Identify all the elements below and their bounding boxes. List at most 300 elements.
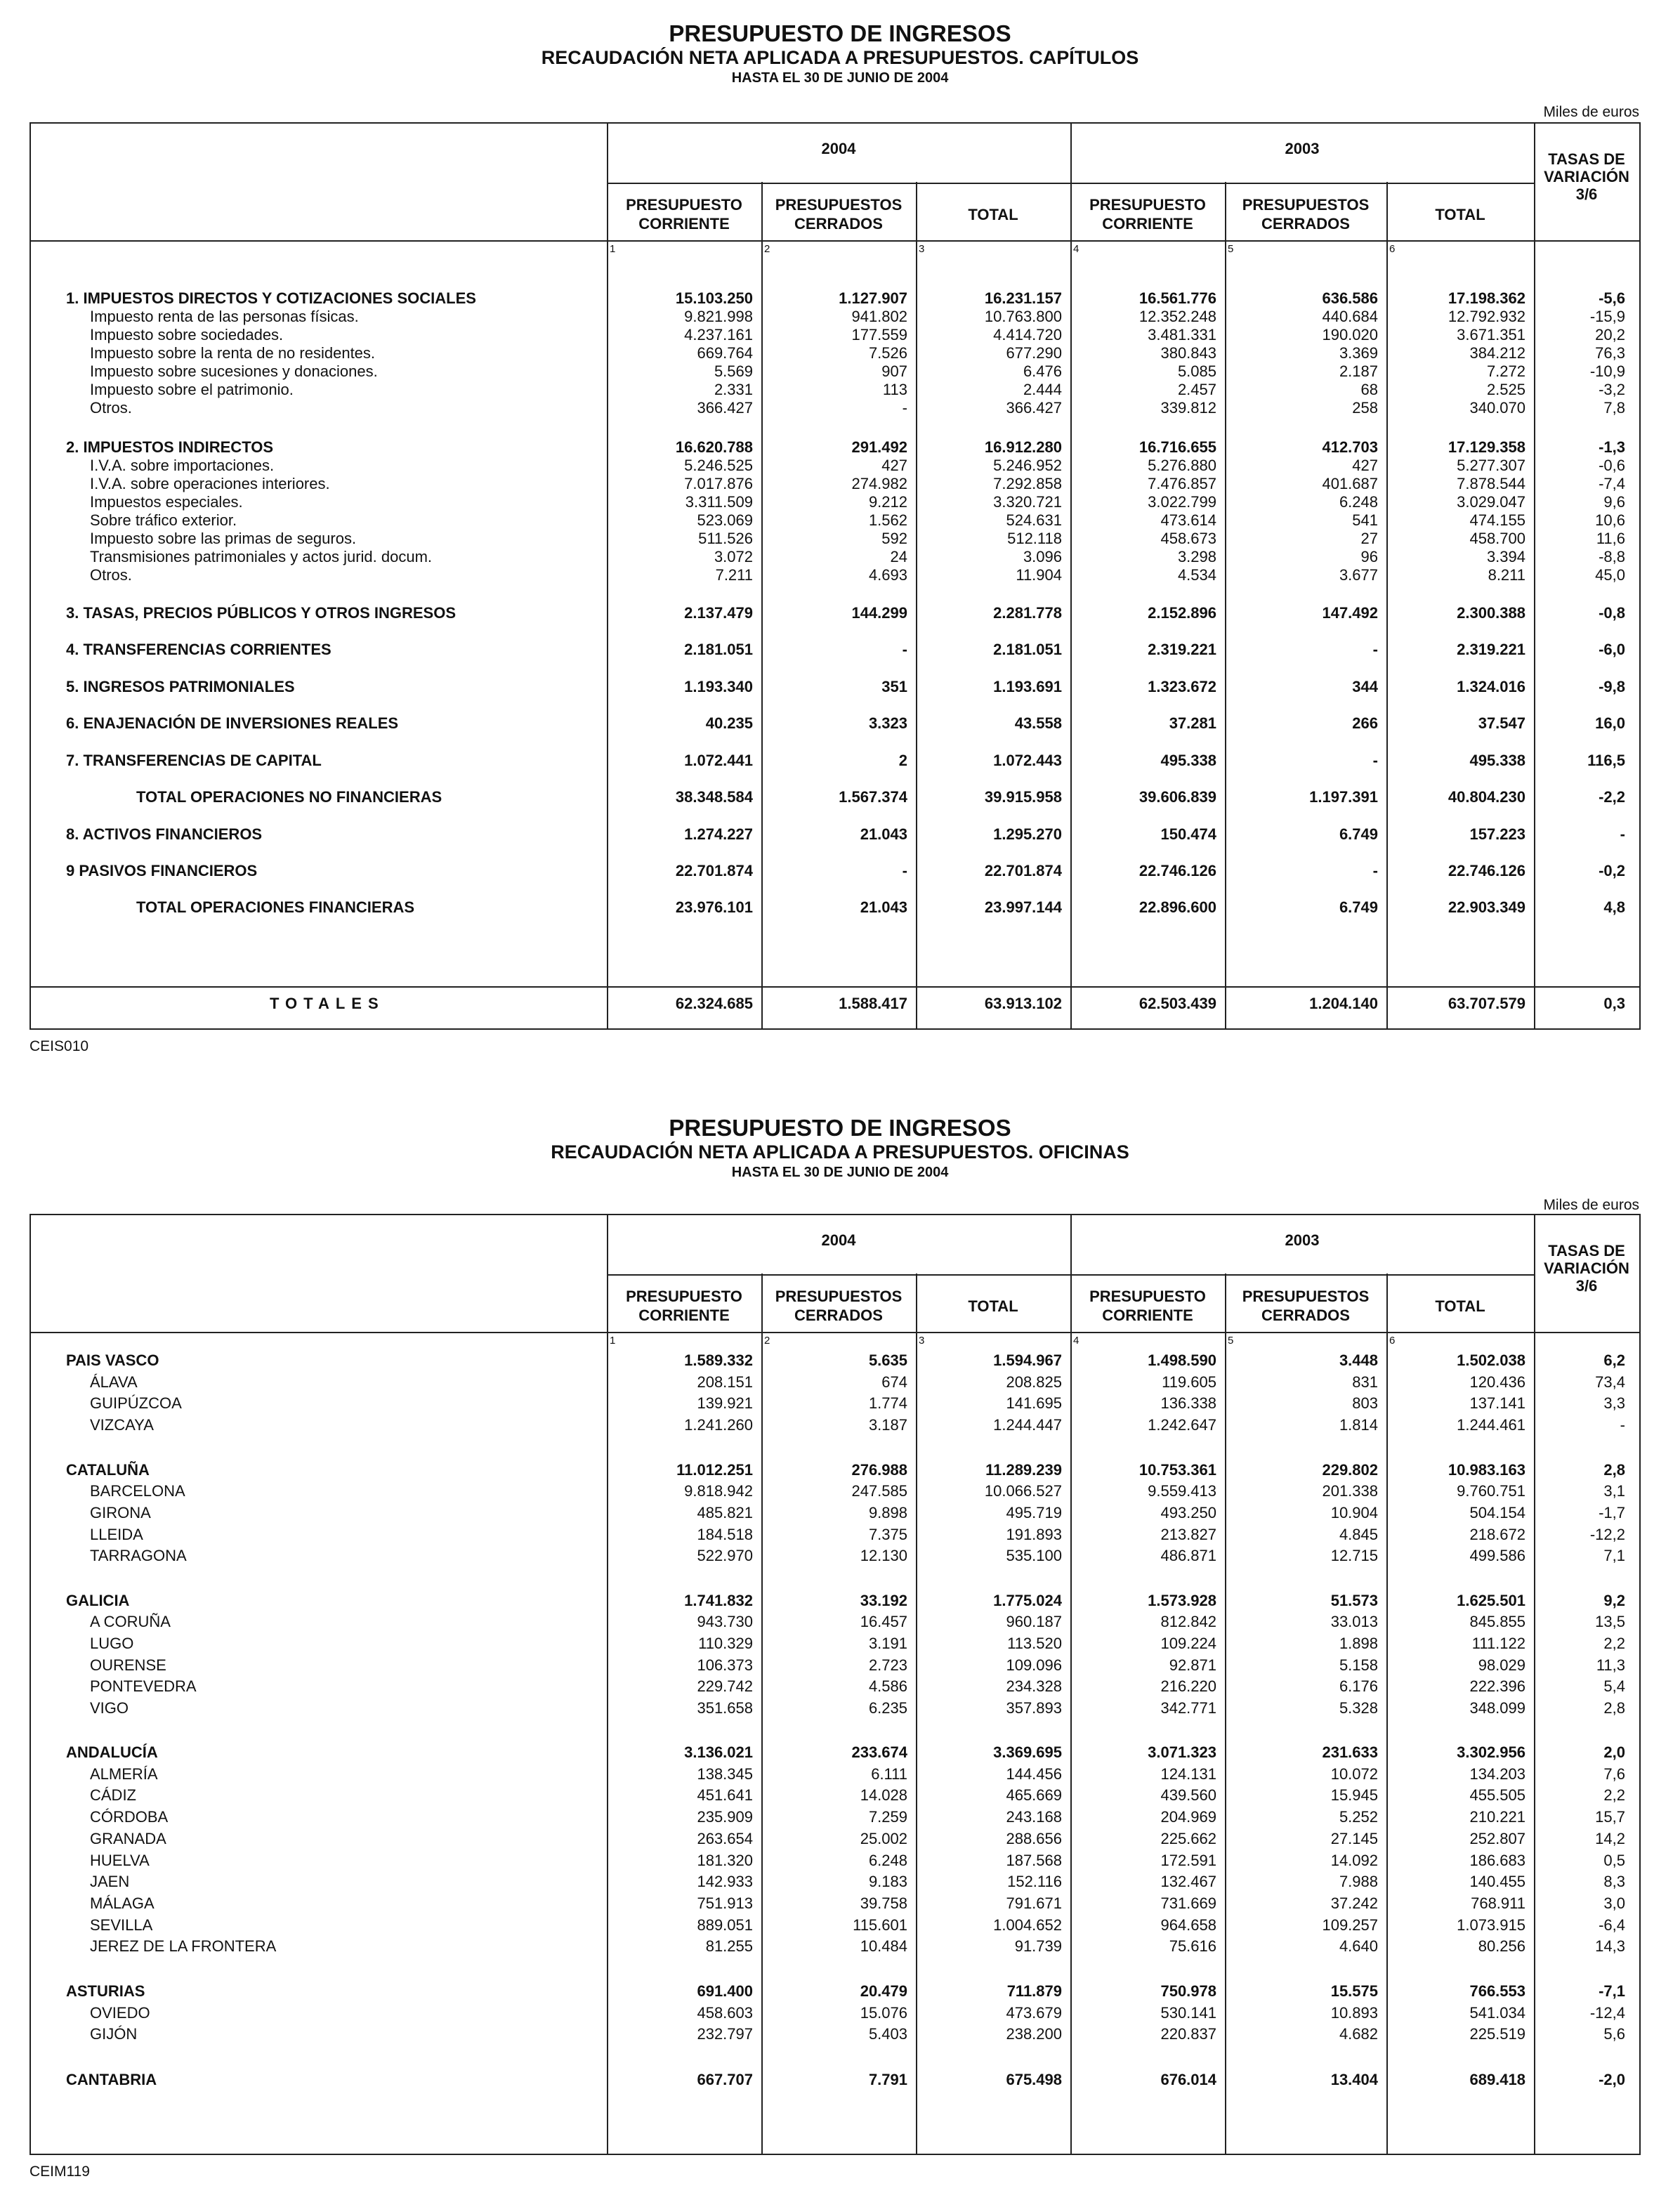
cell-value: 5.158: [1339, 1656, 1378, 1674]
row-label: GRANADA: [90, 1830, 166, 1847]
cell-value: 4.682: [1339, 2025, 1378, 2043]
cell-value: 109.224: [1160, 1635, 1216, 1652]
rate-header: TASAS DE VARIACIÓN 3/6: [1544, 1242, 1629, 1295]
totals-rule: [31, 986, 1639, 988]
cell-value: 6.248: [1339, 493, 1378, 511]
cell-value: 636.586: [1322, 289, 1378, 307]
cell-value: 5.276.880: [1148, 457, 1216, 474]
row-label: Impuesto sobre sucesiones y donaciones.: [90, 362, 378, 380]
row-label: Impuesto sobre la renta de no residentes.: [90, 344, 376, 362]
cell-value: -7,1: [1599, 1982, 1625, 2000]
cell-value: 3.311.509: [685, 493, 753, 511]
table-row: [31, 1547, 1639, 1565]
cell-value: 238.200: [1006, 2025, 1062, 2043]
cell-value: 17.129.358: [1448, 438, 1525, 456]
row-label: VIZCAYA: [90, 1416, 154, 1434]
cell-value: 218.672: [1469, 1526, 1525, 1543]
cell-value: 357.893: [1006, 1699, 1062, 1717]
cell-value: 3.394: [1486, 548, 1525, 565]
cell-value: 3.481.331: [1148, 326, 1216, 343]
cell-value: -2,2: [1599, 788, 1625, 806]
cell-value: 276.988: [851, 1461, 907, 1479]
cell-value: 258: [1352, 399, 1378, 417]
cell-value: 274.982: [851, 475, 907, 492]
cell-value: 455.505: [1469, 1786, 1525, 1804]
cell-value: 16.716.655: [1138, 438, 1216, 456]
column-number: 2: [764, 243, 770, 255]
cell-value: 37.242: [1330, 1894, 1378, 1912]
cell-value: 12.715: [1330, 1547, 1378, 1564]
cell-value: 1.274.227: [684, 825, 753, 843]
cell-value: 5.085: [1177, 362, 1216, 380]
rate-header: TASAS DE VARIACIÓN 3/6: [1544, 150, 1629, 203]
cell-value: 10.066.527: [984, 1482, 1062, 1500]
cell-value: 380.843: [1160, 344, 1216, 362]
row-label: GIRONA: [90, 1504, 151, 1521]
cell-value: 473.679: [1006, 2004, 1062, 2022]
cell-value: 458.673: [1160, 530, 1216, 547]
cell-value: 1.589.332: [684, 1351, 753, 1369]
cell-value: 38.348.584: [675, 788, 753, 806]
cell-value: -7,4: [1599, 475, 1625, 492]
cell-value: 2.331: [714, 381, 753, 398]
cell-value: 9.818.942: [684, 1482, 753, 1500]
cell-value: 22.701.874: [675, 862, 753, 879]
cell-value: -6,4: [1599, 1916, 1625, 1934]
cell-value: 138.345: [697, 1765, 753, 1783]
table-row: [31, 511, 1639, 530]
row-label: ALMERÍA: [90, 1765, 158, 1783]
cell-value: 144.299: [851, 604, 907, 622]
cell-value: 14.028: [860, 1786, 907, 1804]
cell-value: 9.212: [868, 493, 907, 511]
cell-value: 5.252: [1339, 1808, 1378, 1826]
cell-value: 10.893: [1330, 2004, 1378, 2022]
cell-value: 2,0: [1603, 1743, 1625, 1761]
table-row: [31, 344, 1639, 362]
cell-value: 9.183: [868, 1873, 907, 1890]
cell-value: 803: [1352, 1394, 1378, 1412]
column-header: PRESUPUESTOS CERRADOS: [775, 196, 903, 233]
cell-value: 495.338: [1160, 752, 1216, 769]
cell-value: 22.746.126: [1138, 862, 1216, 879]
row-label: I.V.A. sobre operaciones interiores.: [90, 475, 330, 492]
table-row: [31, 438, 1639, 457]
table-row: [31, 1743, 1639, 1762]
cell-value: 458.700: [1469, 530, 1525, 547]
cell-value: 10.072: [1330, 1765, 1378, 1783]
cell-value: 351.658: [697, 1699, 753, 1717]
row-label: 9 PASIVOS FINANCIEROS: [66, 862, 258, 879]
cell-value: 213.827: [1160, 1526, 1216, 1543]
cell-value: 7.375: [868, 1526, 907, 1543]
cell-value: 344: [1352, 678, 1378, 695]
cell-value: 943.730: [697, 1613, 753, 1630]
cell-value: 1.625.501: [1457, 1592, 1525, 1609]
cell-value: 216.220: [1160, 1677, 1216, 1695]
table2-units: Miles de euros: [1543, 1197, 1639, 1213]
column-number: 5: [1228, 1335, 1234, 1347]
cell-value: 2.319.221: [1457, 641, 1525, 658]
cell-value: 16,0: [1595, 714, 1625, 732]
cell-value: 5.246.525: [684, 457, 753, 474]
table-row: [31, 1635, 1639, 1653]
table-row: [31, 1699, 1639, 1717]
table-row: [31, 1373, 1639, 1392]
row-label: SEVILLA: [90, 1916, 153, 1934]
cell-value: 136.338: [1160, 1394, 1216, 1412]
cell-value: 10.484: [860, 1937, 907, 1955]
cell-value: 4.845: [1339, 1526, 1378, 1543]
cell-value: 119.605: [1162, 1373, 1216, 1391]
cell-value: 106.373: [697, 1656, 753, 1674]
cell-value: 8,3: [1603, 1873, 1625, 1890]
table-row: [31, 1937, 1639, 1956]
cell-value: 124.131: [1160, 1765, 1216, 1783]
cell-value: 676.014: [1160, 2071, 1216, 2088]
cell-value: 486.871: [1160, 1547, 1216, 1564]
column-header: PRESUPUESTO CORRIENTE: [1089, 1288, 1206, 1324]
cell-value: 8.211: [1488, 566, 1525, 584]
cell-value: 2.181.051: [684, 641, 753, 658]
row-label: VIGO: [90, 1699, 129, 1717]
table-row: [31, 678, 1639, 696]
row-label: I.V.A. sobre importaciones.: [90, 457, 275, 474]
cell-value: 2.457: [1177, 381, 1216, 398]
table1-title: PRESUPUESTO DE INGRESOS: [669, 20, 1011, 46]
cell-value: 14,3: [1595, 1937, 1625, 1955]
table1-title-block: [0, 21, 1680, 87]
totals-value: 1.588.417: [839, 995, 907, 1012]
table2-title: PRESUPUESTO DE INGRESOS: [669, 1115, 1011, 1141]
cell-value: 2.319.221: [1148, 641, 1216, 658]
cell-value: 473.614: [1160, 511, 1216, 529]
cell-value: -6,0: [1599, 641, 1625, 658]
cell-value: 172.591: [1160, 1852, 1216, 1869]
cell-value: 181.320: [697, 1852, 753, 1869]
cell-value: 3.029.047: [1457, 493, 1525, 511]
column-number: 1: [610, 1335, 616, 1347]
cell-value: 14,2: [1595, 1830, 1625, 1847]
cell-value: 15.575: [1330, 1982, 1378, 2000]
cell-value: 1.498.590: [1148, 1351, 1216, 1369]
cell-value: 4.586: [868, 1677, 907, 1695]
cell-value: 512.118: [1007, 530, 1062, 547]
cell-value: 5.277.307: [1457, 457, 1525, 474]
cell-value: 134.203: [1469, 1765, 1525, 1783]
table-row: [31, 1613, 1639, 1631]
cell-value: 252.807: [1469, 1830, 1525, 1847]
cell-value: 73,4: [1595, 1373, 1625, 1391]
cell-value: 20,2: [1595, 326, 1625, 343]
table-row: [31, 1394, 1639, 1413]
cell-value: 115.601: [853, 1916, 907, 1934]
row-label: TARRAGONA: [90, 1547, 187, 1564]
cell-value: 351: [881, 678, 907, 695]
cell-value: 16.457: [860, 1613, 907, 1630]
cell-value: 485.821: [697, 1504, 753, 1521]
cell-value: 348.099: [1469, 1699, 1525, 1717]
cell-value: 235.909: [697, 1808, 753, 1826]
cell-value: 23.976.101: [675, 898, 753, 916]
row-label: CÓRDOBA: [90, 1808, 169, 1826]
cell-value: 140.455: [1469, 1873, 1525, 1890]
cell-value: 674: [881, 1373, 907, 1391]
cell-value: 2,2: [1603, 1635, 1625, 1652]
cell-value: 9.559.413: [1148, 1482, 1216, 1500]
row-label: GALICIA: [66, 1592, 130, 1609]
cell-value: 766.553: [1469, 1982, 1525, 2000]
cell-value: 495.719: [1006, 1504, 1062, 1521]
cell-value: 791.671: [1006, 1894, 1062, 1912]
cell-value: 541.034: [1469, 2004, 1525, 2022]
cell-value: 493.250: [1160, 1504, 1216, 1521]
table2: [29, 1214, 1641, 2155]
cell-value: 440.684: [1322, 308, 1378, 325]
cell-value: -0,8: [1599, 604, 1625, 622]
cell-value: 731.669: [1160, 1894, 1216, 1912]
cell-value: 5.403: [868, 2025, 907, 2043]
cell-value: -: [1620, 825, 1625, 843]
cell-value: -: [1372, 752, 1378, 769]
cell-value: -10,9: [1589, 362, 1625, 380]
cell-value: 150.474: [1160, 825, 1216, 843]
row-label: Sobre tráfico exterior.: [90, 511, 237, 529]
cell-value: 1.244.461: [1457, 1416, 1525, 1434]
cell-value: 4,8: [1603, 898, 1625, 916]
cell-value: 439.560: [1160, 1786, 1216, 1804]
cell-value: 1.502.038: [1457, 1351, 1525, 1369]
cell-value: 229.802: [1322, 1461, 1378, 1479]
cell-value: 384.212: [1469, 344, 1525, 362]
cell-value: 711.879: [1006, 1982, 1062, 2000]
cell-value: 91.739: [1014, 1937, 1062, 1955]
table-row: [31, 1416, 1639, 1434]
cell-value: 366.427: [1006, 399, 1062, 417]
cell-value: 7,1: [1603, 1547, 1625, 1564]
cell-value: 504.154: [1469, 1504, 1525, 1521]
cell-value: 6.111: [871, 1765, 907, 1783]
cell-value: 941.802: [851, 308, 907, 325]
column-header: PRESUPUESTOS CERRADOS: [1242, 196, 1370, 233]
cell-value: 109.257: [1322, 1916, 1378, 1934]
row-label: Impuesto sobre sociedades.: [90, 326, 284, 343]
cell-value: 669.764: [697, 344, 753, 362]
cell-value: 2.300.388: [1457, 604, 1525, 622]
cell-value: 33.013: [1330, 1613, 1378, 1630]
table-row: [31, 641, 1639, 659]
cell-value: 511.526: [698, 530, 753, 547]
cell-value: 17.198.362: [1448, 289, 1525, 307]
column-number: 6: [1389, 243, 1396, 255]
row-label: Impuesto renta de las personas físicas.: [90, 308, 359, 325]
cell-value: 5.328: [1339, 1699, 1378, 1717]
cell-value: 3.448: [1339, 1351, 1378, 1369]
cell-value: 5,6: [1603, 2025, 1625, 2043]
cell-value: 20.479: [860, 1982, 907, 2000]
row-label: Otros.: [90, 399, 132, 417]
cell-value: 1.573.928: [1148, 1592, 1216, 1609]
table-row: [31, 752, 1639, 770]
table1-subtitle: RECAUDACIÓN NETA APLICADA A PRESUPUESTOS. CAPÍTULOS: [541, 47, 1139, 68]
cell-value: 1.004.652: [993, 1916, 1062, 1934]
cell-value: 2.723: [868, 1656, 907, 1674]
cell-value: 3.072: [714, 548, 753, 565]
cell-value: 1.567.374: [839, 788, 907, 806]
cell-value: 3.671.351: [1457, 326, 1525, 343]
cell-value: 27: [1360, 530, 1378, 547]
cell-value: 845.855: [1469, 1613, 1525, 1630]
cell-value: 6.749: [1339, 898, 1378, 916]
row-label: CÁDIZ: [90, 1786, 136, 1804]
cell-value: -: [902, 399, 907, 417]
cell-value: 667.707: [697, 2071, 753, 2088]
table-row: [31, 1982, 1639, 2001]
cell-value: 7,8: [1603, 399, 1625, 417]
table-row: [31, 1677, 1639, 1696]
cell-value: 9,2: [1603, 1592, 1625, 1609]
table1-code: CEIS010: [29, 1038, 89, 1054]
table-row: [31, 381, 1639, 399]
column-header: TOTAL: [1435, 1297, 1485, 1315]
cell-value: 1.193.691: [993, 678, 1062, 695]
row-label: OVIEDO: [90, 2004, 150, 2022]
table-row: [31, 548, 1639, 566]
cell-value: 3.096: [1023, 548, 1062, 565]
cell-value: 3,0: [1603, 1894, 1625, 1912]
row-label: 7. TRANSFERENCIAS DE CAPITAL: [66, 752, 322, 769]
cell-value: -3,2: [1599, 381, 1625, 398]
cell-value: 366.427: [697, 399, 753, 417]
cell-value: 7.476.857: [1148, 475, 1216, 492]
cell-value: 92.871: [1169, 1656, 1216, 1674]
cell-value: 76,3: [1595, 344, 1625, 362]
cell-value: 3.187: [868, 1416, 907, 1434]
cell-value: 191.893: [1006, 1526, 1062, 1543]
cell-value: -: [1372, 641, 1378, 658]
cell-value: 111.122: [1471, 1635, 1525, 1652]
row-label: 8. ACTIVOS FINANCIEROS: [66, 825, 263, 843]
cell-value: 3.369: [1339, 344, 1378, 362]
cell-value: 5.635: [868, 1351, 907, 1369]
row-label: 2. IMPUESTOS INDIRECTOS: [66, 438, 274, 456]
row-label: 1. IMPUESTOS DIRECTOS Y COTIZACIONES SOCIALES: [66, 289, 476, 307]
row-label: ÁLAVA: [90, 1373, 138, 1391]
cell-value: 2.181.051: [993, 641, 1062, 658]
cell-value: 15.945: [1330, 1786, 1378, 1804]
cell-value: 16.561.776: [1138, 289, 1216, 307]
table-row: [31, 326, 1639, 344]
table-row: [31, 530, 1639, 548]
cell-value: 750.978: [1160, 1982, 1216, 2000]
cell-value: 1.594.967: [993, 1351, 1062, 1369]
cell-value: -1,3: [1599, 438, 1625, 456]
cell-value: 3.071.323: [1148, 1743, 1216, 1761]
column-header: PRESUPUESTO CORRIENTE: [1089, 196, 1206, 233]
cell-value: 229.742: [697, 1677, 753, 1695]
table-row: [31, 308, 1639, 326]
table-row: [31, 1504, 1639, 1522]
table-row: [31, 714, 1639, 733]
cell-value: -9,8: [1599, 678, 1625, 695]
cell-value: 1.072.443: [993, 752, 1062, 769]
table2-code: CEIM119: [29, 2163, 90, 2180]
cell-value: 9.760.751: [1457, 1482, 1525, 1500]
cell-value: 7.988: [1339, 1873, 1378, 1890]
table-row: [31, 1351, 1639, 1370]
cell-value: -5,6: [1599, 289, 1625, 307]
cell-value: 137.141: [1469, 1394, 1525, 1412]
row-label: 3. TASAS, PRECIOS PÚBLICOS Y OTROS INGRESOS: [66, 604, 456, 622]
row-label: 6. ENAJENACIÓN DE INVERSIONES REALES: [66, 714, 399, 732]
row-label: OURENSE: [90, 1656, 166, 1674]
cell-value: 541: [1352, 511, 1378, 529]
cell-value: 11.289.239: [985, 1461, 1062, 1479]
table-row: [31, 1786, 1639, 1805]
cell-value: 523.069: [697, 511, 753, 529]
cell-value: 132.467: [1160, 1873, 1216, 1890]
cell-value: 222.396: [1469, 1677, 1525, 1695]
cell-value: 109.096: [1006, 1656, 1062, 1674]
cell-value: 831: [1352, 1373, 1378, 1391]
cell-value: 139.921: [697, 1394, 753, 1412]
table-row: [31, 1894, 1639, 1913]
cell-value: 75.616: [1169, 1937, 1216, 1955]
cell-value: 4.640: [1339, 1937, 1378, 1955]
cell-value: 401.687: [1322, 475, 1378, 492]
cell-value: 291.492: [851, 438, 907, 456]
cell-value: 964.658: [1160, 1916, 1216, 1934]
cell-value: -12,4: [1589, 2004, 1625, 2022]
table-row: [31, 1852, 1639, 1870]
table-row: [31, 1482, 1639, 1500]
cell-value: 22.701.874: [984, 862, 1062, 879]
cell-value: 751.913: [697, 1894, 753, 1912]
cell-value: 40.804.230: [1448, 788, 1525, 806]
cell-value: 21.043: [860, 898, 907, 916]
cell-value: 6.176: [1339, 1677, 1378, 1695]
cell-value: 11,6: [1596, 530, 1625, 547]
cell-value: 1.814: [1339, 1416, 1378, 1434]
cell-value: 37.281: [1169, 714, 1216, 732]
row-label: 4. TRANSFERENCIAS CORRIENTES: [66, 641, 332, 658]
table-row: [31, 1873, 1639, 1891]
cell-value: 10.753.361: [1138, 1461, 1216, 1479]
cell-value: 1.193.340: [684, 678, 753, 695]
cell-value: 208.825: [1006, 1373, 1062, 1391]
totals-value: 0,3: [1603, 995, 1625, 1012]
cell-value: 27.145: [1330, 1830, 1378, 1847]
cell-value: 7.259: [868, 1808, 907, 1826]
cell-value: 3.136.021: [684, 1743, 753, 1761]
cell-value: 13,5: [1595, 1613, 1625, 1630]
cell-value: -15,9: [1589, 308, 1625, 325]
row-label: A CORUÑA: [90, 1613, 171, 1630]
cell-value: 691.400: [697, 1982, 753, 2000]
cell-value: 25.002: [860, 1830, 907, 1847]
row-label: Impuesto sobre las primas de seguros.: [90, 530, 357, 547]
table-row: [31, 788, 1639, 806]
table-row: [31, 566, 1639, 584]
cell-value: 10.763.800: [984, 308, 1062, 325]
cell-value: 522.970: [697, 1547, 753, 1564]
row-label: CANTABRIA: [66, 2071, 157, 2088]
cell-value: 266: [1352, 714, 1378, 732]
cell-value: 7.211: [715, 566, 753, 584]
cell-value: 4.534: [1177, 566, 1216, 584]
cell-value: 141.695: [1006, 1394, 1062, 1412]
table-row: [31, 825, 1639, 844]
